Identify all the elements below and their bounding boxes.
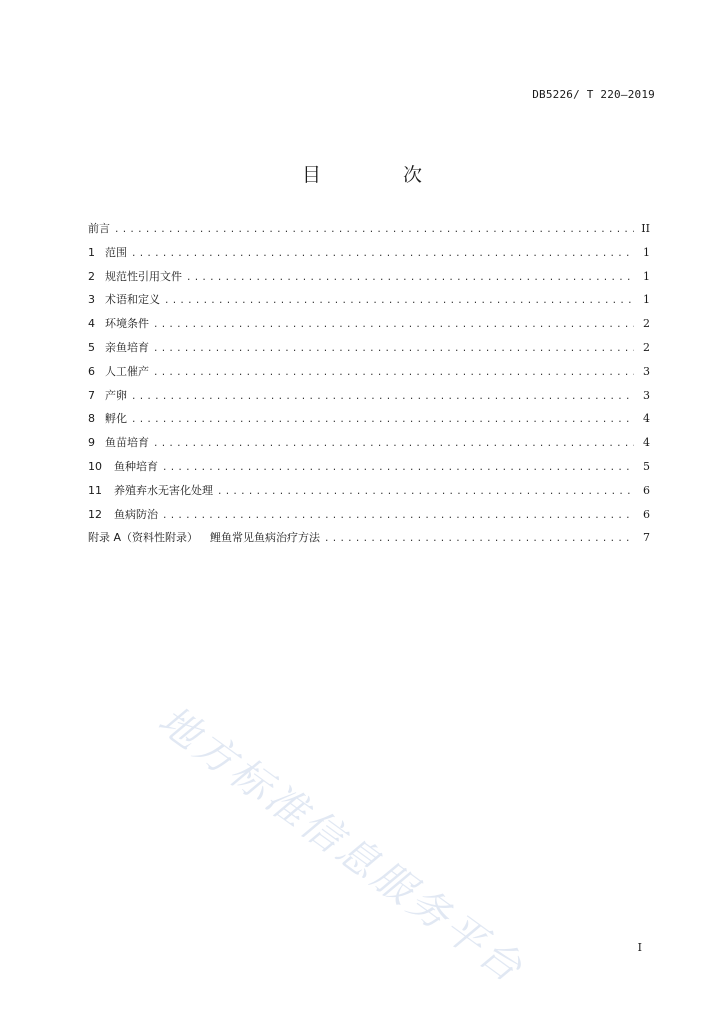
toc-entry-number: 11 — [88, 483, 102, 497]
toc-leader-dots — [153, 314, 634, 338]
toc-leader-dots — [153, 362, 634, 386]
toc-entry-3[interactable] — [88, 288, 650, 312]
toc-leader-dots — [153, 433, 634, 457]
toc-entry-page: 1 — [643, 245, 650, 259]
toc-entry-page: 2 — [643, 340, 650, 354]
toc-entry-10[interactable] — [88, 455, 650, 479]
toc-entry-11[interactable] — [88, 479, 650, 503]
toc-entry-2[interactable] — [88, 265, 650, 289]
toc-entry-title: 规范性引用文件 — [105, 269, 182, 283]
toc-entry-number: 3 — [88, 293, 95, 307]
toc-appendix-label: 附录 A（资料性附录） — [88, 531, 199, 545]
toc-entry-number: 4 — [88, 317, 95, 331]
toc-entry-title: 孵化 — [105, 412, 127, 426]
toc-entry-page: 2 — [643, 317, 650, 331]
toc-entry-5[interactable] — [88, 336, 650, 360]
toc-entry-page: 1 — [643, 293, 650, 307]
toc-leader-dots — [217, 481, 634, 505]
toc-entry-title: 产卵 — [105, 388, 127, 402]
toc-entry-1[interactable] — [88, 241, 650, 265]
toc-leader-dots — [114, 219, 634, 243]
toc-entry-title: 环境条件 — [105, 317, 149, 331]
toc-entry-number: 8 — [88, 412, 95, 426]
toc-entry-foreword[interactable] — [88, 217, 650, 241]
toc-entry-number: 10 — [88, 459, 102, 473]
toc-entry-page: 3 — [643, 364, 650, 378]
toc-leader-dots — [153, 338, 634, 362]
toc-entry-number: 5 — [88, 340, 95, 354]
toc-entry-title: 前言 — [88, 222, 110, 235]
toc-entry-appendix-a[interactable] — [88, 526, 650, 550]
standard-code: DB5226/ T 220—2019 — [532, 88, 655, 101]
toc-entry-title: 人工催产 — [105, 364, 149, 378]
toc-entry-8[interactable] — [88, 407, 650, 431]
toc-leader-dots — [164, 290, 634, 314]
toc-entry-title: 亲鱼培育 — [105, 340, 149, 354]
toc-entry-4[interactable] — [88, 312, 650, 336]
toc-entry-title: 鱼苗培育 — [105, 436, 149, 450]
toc-entry-6[interactable] — [88, 360, 650, 384]
toc-entry-page: 7 — [643, 531, 650, 545]
toc-entry-number: 12 — [88, 507, 102, 521]
toc-entry-page: 4 — [643, 436, 650, 450]
page-title: 目 次 — [301, 164, 461, 186]
toc-entry-title: 鱼种培育 — [114, 459, 158, 473]
toc-entry-page: II — [641, 222, 650, 235]
toc-entry-page: 6 — [643, 483, 650, 497]
toc-leader-dots — [131, 243, 634, 267]
toc-entry-9[interactable] — [88, 431, 650, 455]
toc-entry-number: 6 — [88, 364, 95, 378]
toc-entry-title: 鲤鱼常见鱼病治疗方法 — [210, 531, 321, 545]
table-of-contents — [88, 217, 650, 550]
page-number: I — [637, 941, 642, 954]
toc-entry-12[interactable] — [88, 503, 650, 527]
toc-entry-page: 4 — [643, 412, 650, 426]
toc-entry-page: 3 — [643, 388, 650, 402]
toc-entry-title: 术语和定义 — [105, 293, 160, 307]
toc-entry-title: 鱼病防治 — [114, 507, 158, 521]
toc-entry-7[interactable] — [88, 384, 650, 408]
toc-leader-dots — [131, 386, 634, 410]
toc-entry-title: 范围 — [105, 245, 127, 259]
toc-entry-number: 9 — [88, 436, 95, 450]
toc-entry-page: 5 — [643, 459, 650, 473]
toc-leader-dots — [162, 505, 634, 529]
toc-leader-dots — [186, 267, 634, 291]
toc-entry-number: 2 — [88, 269, 95, 283]
toc-entry-number: 7 — [88, 388, 95, 402]
toc-leader-dots — [131, 409, 634, 433]
toc-entry-page: 1 — [643, 269, 650, 283]
toc-entry-title: 养殖弃水无害化处理 — [114, 483, 213, 497]
toc-entry-page: 6 — [643, 507, 650, 521]
toc-leader-dots — [162, 457, 634, 481]
toc-entry-number: 1 — [88, 245, 95, 259]
watermark: 地方标准信息服务平台 — [149, 697, 533, 994]
toc-leader-dots — [324, 528, 634, 552]
